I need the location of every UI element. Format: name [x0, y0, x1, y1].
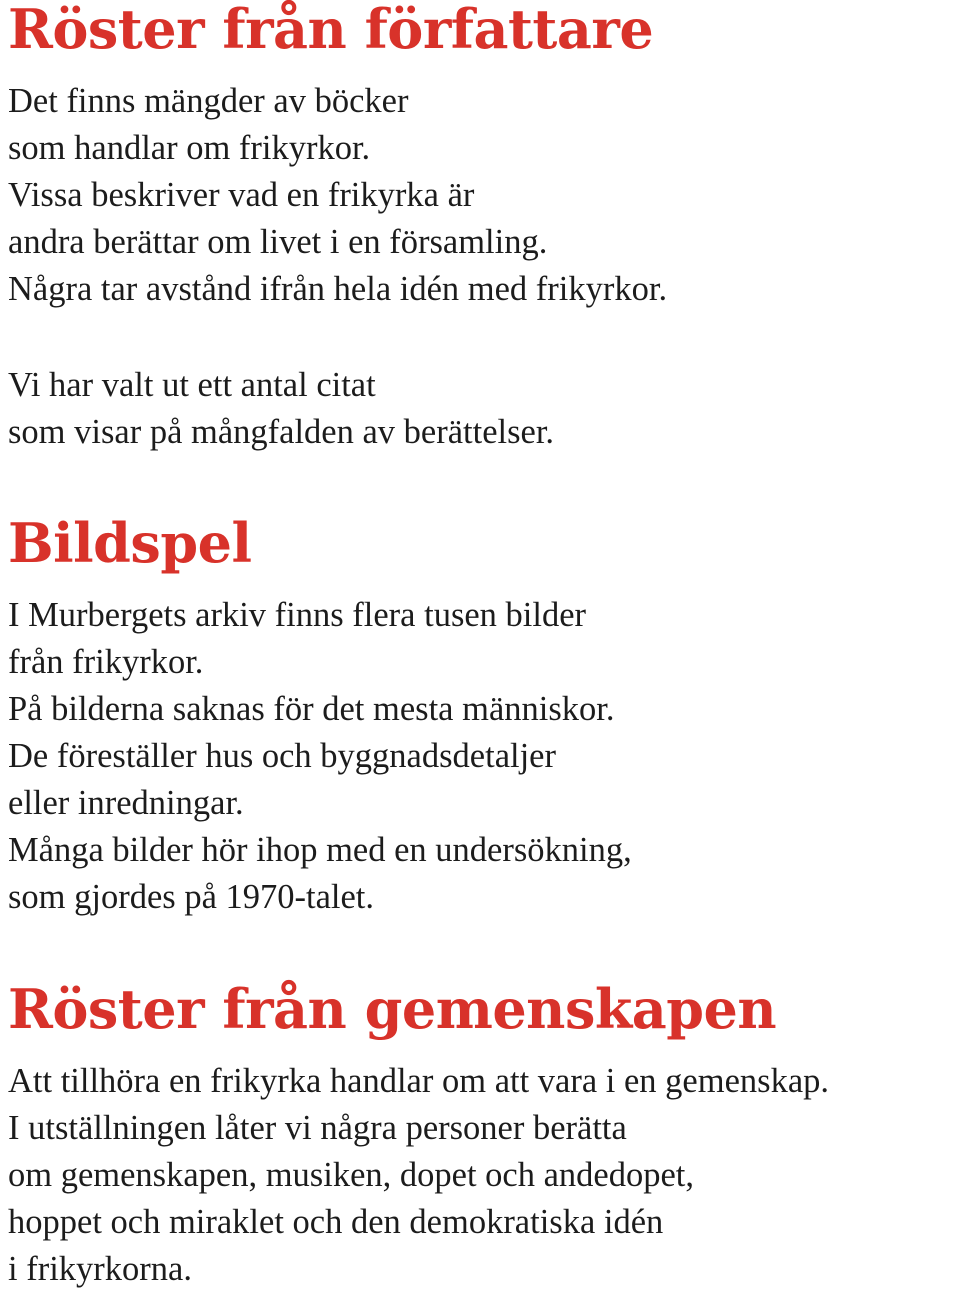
text-line: Att tillhöra en frikyrka handlar om att vara i en gemenskap. [8, 1062, 830, 1100]
text-line: från frikyrkor. [8, 643, 204, 681]
text-line: i frikyrkorna. [8, 1250, 192, 1288]
text-line: Många bilder hör ihop med en undersökning, [8, 831, 632, 869]
text-line: Det finns mängder av böcker [8, 82, 409, 120]
text-line: som visar på mångfalden av berättelser. [8, 413, 555, 451]
section-heading-roster-fran-forfattare: Röster från författare [8, 0, 654, 61]
text-line: eller inredningar. [8, 784, 244, 822]
text-line: De föreställer hus och byggnadsdetaljer [8, 737, 556, 775]
text-line: som handlar om frikyrkor. [8, 129, 371, 167]
text-line: I Murbergets arkiv finns flera tusen bilder [8, 596, 587, 634]
text-line: Vi har valt ut ett antal citat [8, 366, 376, 404]
paragraph-slideshow [8, 592, 632, 921]
paragraph-quotes [8, 362, 554, 456]
text-line: andra berättar om livet i en församling. [8, 223, 548, 261]
text-line: Några tar avstånd ifrån hela idén med frikyrkor. [8, 270, 668, 308]
text-line: Vissa beskriver vad en frikyrka är [8, 176, 475, 214]
text-line: om gemenskapen, musiken, dopet och andedopet, [8, 1156, 694, 1194]
text-line: På bilderna saknas för det mesta människor. [8, 690, 615, 728]
paragraph-books-intro [8, 78, 667, 313]
text-line: I utställningen låter vi några personer berätta [8, 1109, 627, 1147]
text-line: hoppet och miraklet och den demokratiska idén [8, 1203, 664, 1241]
section-heading-roster-fran-gemenskapen: Röster från gemenskapen [8, 977, 777, 1041]
paragraph-community [8, 1058, 829, 1293]
text-line: som gjordes på 1970-talet. [8, 878, 375, 916]
section-heading-bildspel: Bildspel [8, 511, 252, 575]
